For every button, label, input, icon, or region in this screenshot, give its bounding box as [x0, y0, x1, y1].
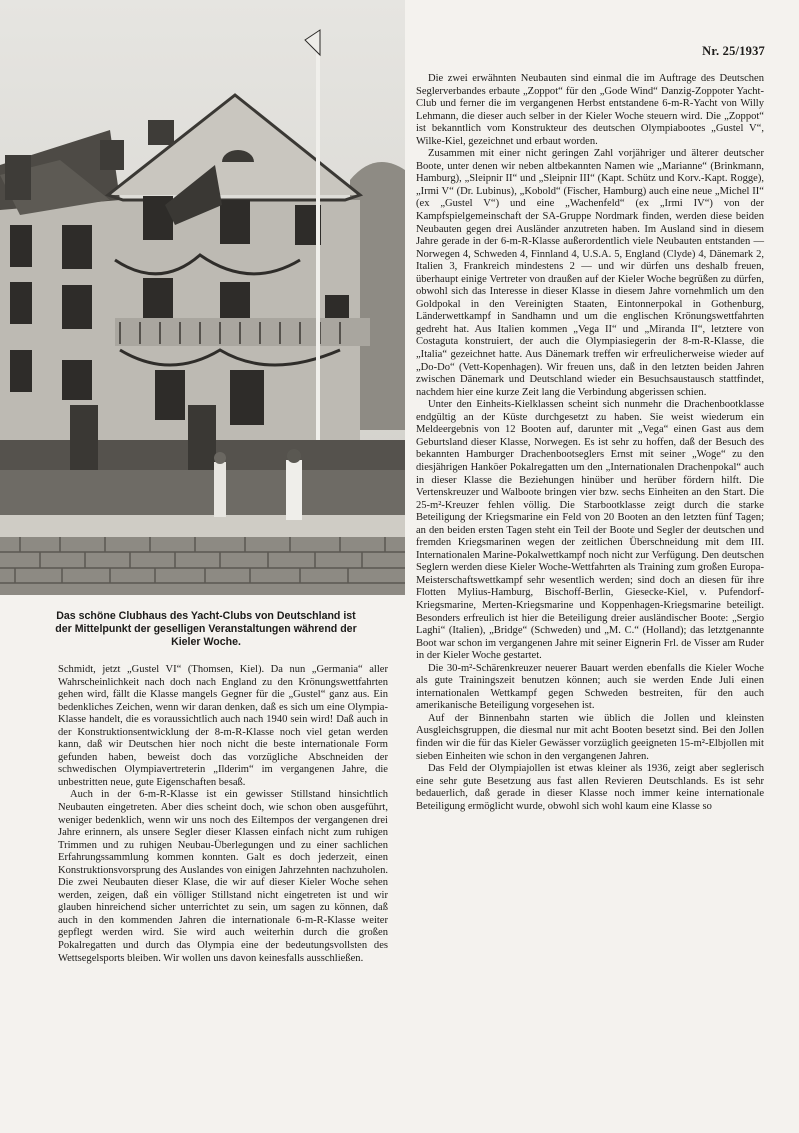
- photo-caption: Das schöne Clubhaus des Yacht-Clubs von Deutschland ist der Mittelpunkt der geselligen Veranstaltungen während der Kieler Woche.: [55, 610, 357, 648]
- paragraph: Auch in der 6-m-R-Klasse ist ein gewisser Stillstand hinsichtlich Neubauten eingetreten. Aber dies scheint doch, wie schon oben ausgeführt, weniger bedenklich, wenn wir uns noch des Eiltempos der vergangenen drei Jahre erinnern, als unsere Segler dieser Klassen einfach nicht zum ruhigen Trimmen und zu ruhigen Neubau-Überlegungen und zu einer sachlichen Erfahrungssammlung kommen konnten. Galt es doch jederzeit, einen Konstruktionsvorsprung des Auslandes von einigen Jahrzehnten nachzuholen. Die zwei Neubauten dieser Klase, die wir auf dieser Kieler Woche sehen werden, zeigen, daß ein völliger Stillstand nicht eingetreten ist und wir glauben hinreichend sicher unterrichtet zu sein, um sagen zu können, daß auch in den kommenden Jahren die internationale 6-m-R-Klasse weiter gepflegt werden wird. Sie wird auch weiterhin durch die großen Pokalregatten und durch das Olympia eine der bedeutungsvollsten des Wettsegelsports bleiben. Wir wollen uns davon keinesfalls ausschließen.: [58, 789, 388, 964]
- text-column-left: [58, 664, 388, 965]
- paragraph: Zusammen mit einer nicht geringen Zahl vorjähriger und älterer deutscher Boote, unter denen wir neben altbekannten Namen wie „Marianne“ (Brinkmann, Hamburg), „Sleipnir II“ und „Sleipnir III“ (Kapt. Schütz und Korv.-Kapt. Rogge), „Irmi V“ (Dr. Lubinus), „Kobold“ (Fischer, Hamburg) auch eine neue „Michel II“ (ex „Gustel V“) und eine „Wachenfeld“ (ex „Irmi IV“) von der Kampfspielgemeinschaft der SA-Gruppe Nordmark finden, werden diese beiden Neubauten gegen drei Ausländer anzutreten haben. Im Ausland sind in diesem Jahre gerade in der 6-m-R-Klasse außerordentlich viele Neubauten entstanden — Norwegen 4, Schweden 4, Finnland 4, U.S.A. 5, England (Clyde) 4, Dänemark 2, Italien 3, Frankreich mindestens 2 — und wir dürfen uns deshalb freuen, überhaupt einige Vertreter von draußen auf der Kieler Woche begrüßen zu dürfen, obwohl sich das Interesse in dieser Klasse in diesem Jahre vornehmlich um den Goldpokal in den Vereinigten Staaten, Eintonnerpokal in Gothenburg, Länderwettkampf in Sandhamn und um die englischen Krönungswettfahrten gedreht hat. Aus Italien kommen „Vega II“ und „Miranda II“, letztere von Costaguta konstruiert, der auch die Olympiasiegerin der 8-m-R-Klasse, die „Italia“ gezeichnet hatte. Aus Dänemark treffen wir erfreulicherweise wieder auf „Do-Do“ (Vett-Kopenhagen). Wir freuen uns, daß in den letzten beiden Jahren zwischen Dänemark und Deutschland wieder ein Besuchsaustausch stattfindet, nachdem hier eine kurze Zeit lang die Verbindung abgerissen schien.: [416, 148, 764, 398]
- paragraph: Die zwei erwähnten Neubauten sind einmal die im Auftrage des Deutschen Seglerverbandes erbaute „Zoppot“ für den „Gode Wind“ Danzig-Zoppoter Yacht-Club und ferner die im vergangenen Herbst entstandene 6-m-R-Yacht von Willy Lehmann, die dieser auch selber in der Kieler Woche steuern wird. Die „Zoppot“ ist bekanntlich vom Konstrukteur des deutschen Olympiabootes „Gustel V“, Wilke-Kiel, gezeichnet und erbaut worden.: [416, 73, 764, 147]
- issue-number: Nr. 25/1937: [702, 44, 765, 58]
- clubhouse-photo: [0, 0, 405, 595]
- paragraph: Auf der Binnenbahn starten wie üblich die Jollen und kleinsten Ausgleichsgruppen, die diesmal nur mit acht Booten besetzt sind. Bei den Jollen finden wir die für das Kieler Gewässer vorzüglich geeigneten 15-m²-Elbjollen mit sieben Einheiten wie schon in den vergangenen Jahren.: [416, 712, 764, 762]
- paragraph: Das Feld der Olympiajollen ist etwas kleiner als 1936, zeigt aber seglerisch eine sehr gute Besetzung aus fast allen Revieren Deutschlands. Es ist sehr bedauerlich, daß gerade in dieser Klasse noch immer keine internationale Beteiligung ermöglicht wurde, obwohl sich wohl kaum eine Klasse so: [416, 763, 764, 812]
- paragraph: Unter den Einheits-Kielklassen scheint sich nunmehr die Drachenbootklasse endgültig an der Küste durchgesetzt zu haben. Sie weist wiederum ein Meldeergebnis von 12 Booten auf, darunter mit „Vega“ einen Gast aus dem Geburtsland dieser Klasse, Norwegen. Es ist sehr zu hoffen, daß der Besuch des bekannten Hamburger Drachenbootseglers Ernst mit seiner „Woge“ zu den diesjährigen Hanköer Pokalregatten um den „Internationalen Drachenpokal“ auch in dieser Klasse die Beziehungen hinüber und herüber fördern hilft. Die Vertenskreuzer und Walboote bringen vier bzw. sechs Einheiten an den Start. Die 25-m²-Kreuzer fehlen völlig. Die Starbootklasse zeigt durch die starke Beteiligung der Kriegsmarine ein Feld von 20 Booten an den letzten fünf Tagen; an den beiden ersten Tagen steht ein Teil der Boote und Segler der deutschen und fremden Kriegsmarinen wegen der zeitlichen Überschneidung mit dem III. Internationalen Marine-Pokalwettkampf noch nicht zur Verfügung. Den deutschen Seglern werden diese Kieler Woche-Wettfahrten als Training zum großen Europa-Meisterschaftswettkampf sehr wesentlich werden; sind doch an diesen für ihre Flotten Mylius-Hamburg, Bischoff-Berlin, Giesecke-Kiel, v. Pufendorf-Kriegsmarine, Merten-Kriegsmarine und Koppenhagen-Kriegsmarine beteiligt. Besonders erfreulich ist hier die Beteiligung dreier ausländischer Boote: „Sergio Laghi“ (Italien), „Bridge“ (Schweden) und „M. C.“ (Holland); das letztgenannte Boot war schon im vergangenen Jahre mit seiner Eignerin Frl. de Visser am Ruder in der Kieler Woche gestartet.: [416, 399, 764, 662]
- text-column-right: [416, 73, 764, 813]
- paragraph: Schmidt, jetzt „Gustel VI“ (Thomsen, Kiel). Da nun „Germania“ aller Wahrscheinlichkeit nach doch nach England zu den Krönungswettfahrten gehen wird, fällt die Klasse mangels Gegner für die „Gustel“ ganz aus. Ein bedenkliches Zeichen, wenn wir daran denken, daß es sich um eine Olympia-Klasse handelt, die es voraussichtlich auch nach 1940 sein wird! Daß auch in der Konstruktionsentwicklung der 8-m-R-Klasse noch viel getan werden kann, daß wir Deutschen hier noch nicht die beste internationale Form gefunden haben, beweist doch das vorzügliche Abschneiden der schwedischen Olympiavertreterin „Ilderim“ im vergangenen Jahre, die unbestritten neue, gute Eigenschaften besaß.: [58, 664, 388, 788]
- paragraph: Die 30-m²-Schärenkreuzer neuerer Bauart werden ebenfalls die Kieler Woche als gute Trainingszeit benutzen können; auch sie werden Ende Juli einen internationalen Wettkampf gegen Schweden bestreiten, für den auch amerikanische Beteiligung vorgesehen ist.: [416, 662, 764, 712]
